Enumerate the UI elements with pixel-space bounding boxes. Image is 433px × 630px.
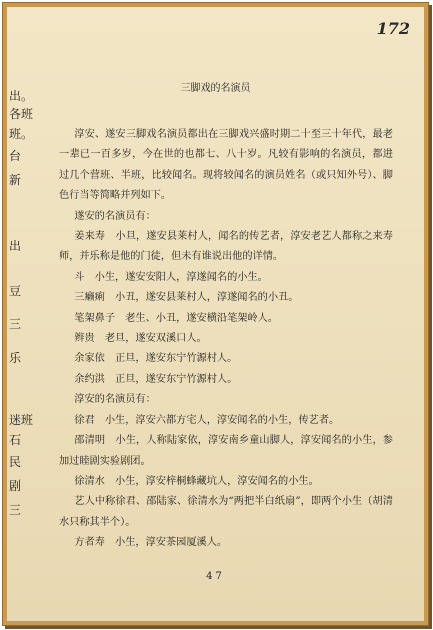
margin-fragment: 各班	[9, 107, 34, 121]
margin-fragment: 石	[9, 433, 22, 447]
paragraph: 邵清明 小生，人称陆家依，淳安南乡童山脚人，淳安闻名的小生，参加过睦剧实验剧团。	[59, 435, 393, 467]
margin-fragment: 民	[9, 455, 22, 469]
paragraph: 淳安的名演员有：	[74, 394, 156, 406]
paragraph: 方者寿 小生，淳安茶园厦溪人。	[74, 537, 228, 549]
body-text	[59, 125, 393, 554]
paragraph: 徐君 小生，淳安六都方宅人，淳安闻名的小生，传艺者。	[74, 414, 340, 426]
margin-fragment: 三	[9, 503, 22, 517]
paragraph: 余约洪 正旦，遂安东宁竹源村人。	[74, 373, 238, 385]
margin-fragment: 三	[9, 317, 22, 331]
margin-fragment: 新	[9, 173, 22, 187]
paper-sheet	[7, 7, 424, 621]
paragraph: 三癞痢 小丑，遂安县莱村人，淳遂闻名的小丑。	[74, 292, 299, 304]
margin-fragment: 出	[9, 239, 22, 253]
page-frame	[2, 2, 429, 626]
section-title: 三脚戏的名演员	[180, 83, 251, 94]
paragraph: 徐清水 小生，淳安梓桐蜂藏坑人，淳安闻名的小生。	[74, 475, 319, 487]
margin-fragment: 台	[9, 149, 22, 163]
paragraph: 姜来寿 小旦，遂安县莱村人，闻名的传艺者，淳安老艺人都称之来寿师，并乐称是他的门徒，但未有谁说出他的详情。	[59, 231, 393, 263]
page-number: 172	[376, 19, 410, 38]
footer-page-number: 47	[206, 571, 225, 582]
left-margin-fragments	[7, 87, 33, 607]
margin-fragment: 剧	[9, 479, 22, 493]
paragraph: 余家依 正旦，遂安东宁竹源村人。	[74, 353, 238, 365]
paragraph: 笔架鼻子 老生、小丑，遂安横沿笔架岭人。	[74, 312, 279, 324]
paragraph: 艺人中称徐君、邵陆家、徐清水为“两把半白纸扇”，即两个小生（胡清水只称其半个）。	[59, 496, 393, 528]
paragraph: 辫贵 老旦，遂安双溪口人。	[74, 333, 207, 345]
margin-fragment: 出。	[9, 89, 34, 103]
paragraph: 遂安的名演员有：	[74, 210, 156, 222]
margin-fragment: 豆	[9, 284, 22, 298]
paragraph: 淳安、遂安三脚戏名演员都出在三脚戏兴盛时期二十至三十年代，最老一辈已一百多岁，今在世的也都七、八十岁。凡较有影响的名演员，都进过几个营班、半班，比较闻名。现将较闻名的演员姓名（或只知外号）、脚色行当等简略并列如下。	[59, 129, 393, 202]
margin-fragment: 迷班	[9, 413, 34, 427]
margin-fragment: 乐	[9, 351, 22, 365]
margin-fragment: 班。	[9, 127, 34, 141]
paragraph: 斗 小生，遂安安阳人，淳遂闻名的小生。	[74, 271, 268, 283]
